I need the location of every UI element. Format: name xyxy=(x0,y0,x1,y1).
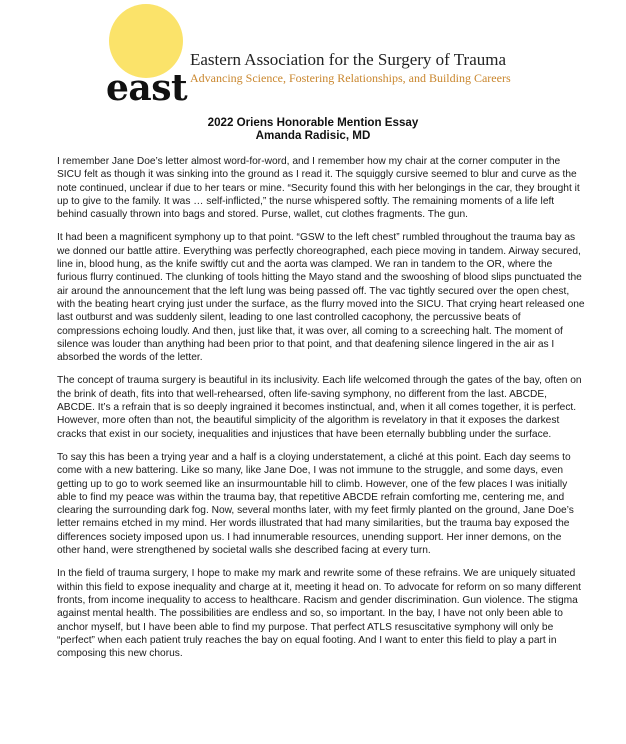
essay-author: Amanda Radisic, MD xyxy=(255,129,371,142)
essay-title: 2022 Oriens Honorable Mention Essay xyxy=(207,116,419,129)
logo-wordmark: east xyxy=(106,67,188,109)
essay-body xyxy=(57,155,585,670)
essay-title-block xyxy=(0,116,626,142)
essay-paragraph: To say this has been a trying year and a half is a cloying understatement, a cliché at this point. Each day seems to come with a new battering. Like so many, like Jane Doe, I was not immune to the struggle, and some days, even getting up to go to work seemed like an insurmountable hill to climb. However, one of the few places I was initially able to find my peace was within the trauma bay, that repetitive ABCDE refrain comforting me, centering me, and clearing the surrounding dark fog. Now, several months later, with my feet firmly planted on the ground, Jane Doe’s letter remains etched in my mind. Her words illustrated that had many similarities, but the trauma bay exposed the differences society imposed upon us. I had innumerable resources, unending support. Her inner demons, on the other hand, were strengthened by societal walls she described facing at every turn. xyxy=(57,451,574,557)
organization-tagline: Advancing Science, Fostering Relationships, and Building Careers xyxy=(190,71,511,85)
essay-paragraph: The concept of trauma surgery is beautiful in its inclusivity. Each life welcomed through the gates of the bay, often on the brink of death, fits into that well-rehearsed, often life-saving symphony, no different from the last. ABCDE, ABCDE. It’s a refrain that is so deeply ingrained it becomes instinctual, and, when it all comes together, it is perfect. However, more often than not, the beautiful simplicity of the algorithm is revelatory in that it exposes the darkest cracks that exist in our society, inequalities and injustices that have been eternally bubbling under the surface. xyxy=(57,375,582,440)
organization-name: Eastern Association for the Surgery of Trauma xyxy=(190,50,507,69)
essay-paragraph: It had been a magnificent symphony up to that point. “GSW to the left chest” rumbled throughout the trauma bay as we donned our battle attire. Everything was perfectly choreographed, each piece moving in tandem. Airway secured, line in, blood hung, as the knife swiftly cut and the aorta was clamped. We ran in tandem to the OR, where the furious flurry continued. The clunking of tools hitting the Mayo stand and the swooshing of blood slips punctuated the air around the announcement that the left lung was being passed off. The vac tightly secured over the open chest, with the beating heart crying just under the surface, as the flurry moved into the SICU. That crying heart released one last outburst and was suddenly silent, leading to one last controlled cacophony, the percussive beats of compressions echoing loudly. And then, just like that, it was over, all coming to a screeching halt. The moment of silence was louder than anything had been prior to that point, and that deafening silence lingered in the air as I absorbed the words of the letter. xyxy=(57,232,585,364)
essay-paragraph: I remember Jane Doe’s letter almost word-for-word, and I remember how my chair at the corner computer in the SICU felt as though it was sinking into the ground as I read it. The squiggly cursive seemed to blur and curve as the note continued, unclear if due to her tears or mine. “Security found this with her belongings in the car, they brought it up to give to the family. It was … self-inflicted,” the nurse whispered softly. The remaining moments of a life left behind casually thrown into bags and stored. Purse, wallet, cut clothes fragments. The gun. xyxy=(57,156,580,221)
essay-paragraph: In the field of trauma surgery, I hope to make my mark and rewrite some of these refrains. We are uniquely situated within this field to expose inequality and charge at it, meeting it head on. To advocate for reform on so many different fronts, from income inequality to access to healthcare. Racism and gender discrimination. Gun violence. The stigma against mental health. The possibilities are endless and so, so important. In the bay, I have not only been able to anchor myself, but I have been able to find my purpose. That perfect ATLS resuscitative symphony will only be “perfect” when each patient truly reaches the bay on equal footing. And I want to enter this field to play a part in composing this new chorus. xyxy=(57,568,582,660)
